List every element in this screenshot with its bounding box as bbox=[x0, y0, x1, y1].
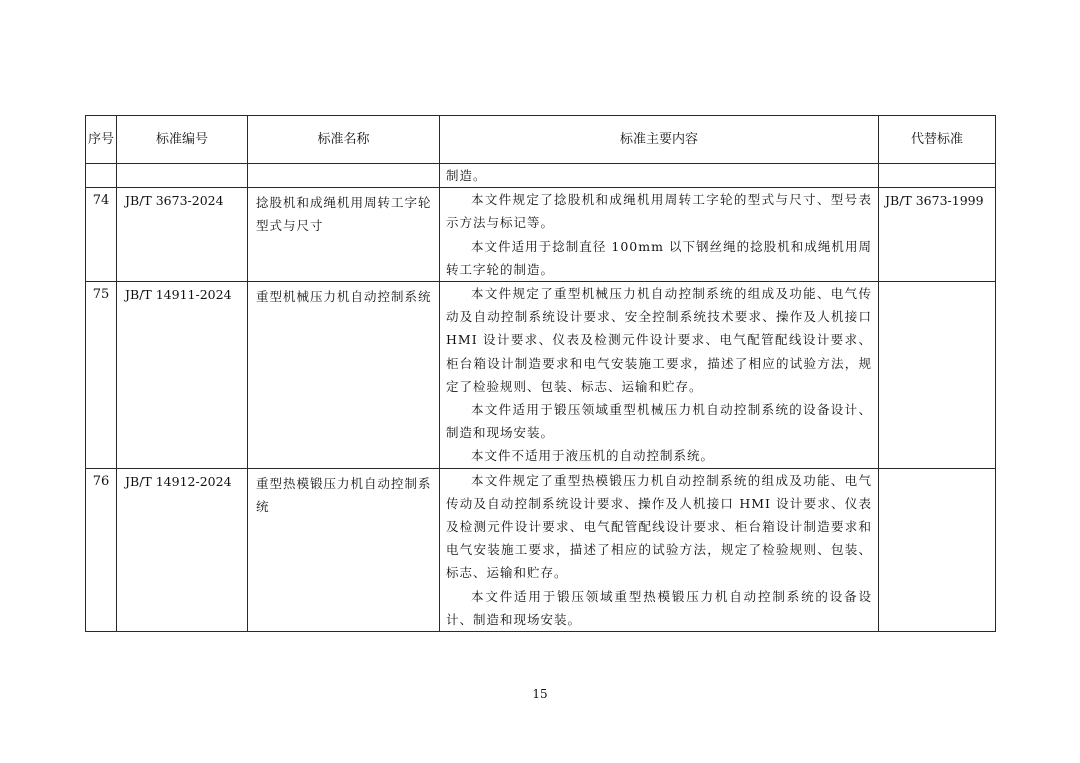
table-header-row bbox=[86, 116, 996, 164]
header-name: 标准名称 bbox=[248, 116, 440, 164]
cell-replace: JB/T 3673-1999 bbox=[879, 188, 996, 282]
cell-code bbox=[117, 164, 248, 188]
cell-content bbox=[440, 164, 879, 188]
cell-code: JB/T 14912-2024 bbox=[117, 468, 248, 631]
table-row bbox=[86, 468, 996, 631]
content-paragraph: 本文件适用于锻压领域重型机械压力机自动控制系统的设备设计、制造和现场安装。 bbox=[446, 402, 872, 441]
cell-name: 重型机械压力机自动控制系统 bbox=[248, 282, 440, 469]
table-row bbox=[86, 282, 996, 469]
cell-seq bbox=[86, 164, 117, 188]
cell-code: JB/T 14911-2024 bbox=[117, 282, 248, 469]
cell-name: 捻股机和成绳机用周转工字轮型式与尺寸 bbox=[248, 188, 440, 282]
header-code: 标准编号 bbox=[117, 116, 248, 164]
cell-content bbox=[440, 188, 879, 282]
table-row-continuation bbox=[86, 164, 996, 188]
cell-seq: 74 bbox=[86, 188, 117, 282]
cell-replace bbox=[879, 164, 996, 188]
content-paragraph: 本文件规定了重型机械压力机自动控制系统的组成及功能、电气传动及自动控制系统设计要求、安全控制系统技术要求、操作及人机接口 HMI 设计要求、仪表及检测元件设计要求、电气配管配线设计要求、柜台箱设计制造要求和电气安装施工要求，描述了相应的试验方法，规定了检验规则、包装、标志、运输和贮存。 bbox=[446, 286, 872, 394]
cell-replace bbox=[879, 468, 996, 631]
cell-replace bbox=[879, 282, 996, 469]
header-replace: 代替标准 bbox=[879, 116, 996, 164]
standards-table bbox=[85, 115, 996, 632]
content-paragraph: 本文件规定了重型热模锻压力机自动控制系统的组成及功能、电气传动及自动控制系统设计要求、操作及人机接口 HMI 设计要求、仪表及检测元件设计要求、电气配管配线设计要求、柜台箱设计制造要求和电气安装施工要求，描述了相应的试验方法，规定了检验规则、包装、标志、运输和贮存。 bbox=[446, 472, 872, 581]
cell-seq: 76 bbox=[86, 468, 117, 631]
header-seq: 序号 bbox=[86, 116, 117, 164]
cell-content bbox=[440, 468, 879, 631]
header-content: 标准主要内容 bbox=[440, 116, 879, 164]
continuation-text: 制造。 bbox=[446, 168, 487, 183]
page-number: 15 bbox=[532, 687, 548, 701]
cell-seq: 75 bbox=[86, 282, 117, 469]
cell-name: 重型热模锻压力机自动控制系统 bbox=[248, 468, 440, 631]
content-paragraph: 本文件适用于锻压领域重型热模锻压力机自动控制系统的设备设计、制造和现场安装。 bbox=[446, 588, 872, 627]
cell-name bbox=[248, 164, 440, 188]
cell-content bbox=[440, 282, 879, 469]
content-paragraph: 本文件适用于捻制直径 100mm 以下钢丝绳的捻股机和成绳机用周转工字轮的制造。 bbox=[446, 238, 872, 277]
content-paragraph: 本文件规定了捻股机和成绳机用周转工字轮的型式与尺寸、型号表示方法与标记等。 bbox=[446, 192, 872, 231]
cell-code: JB/T 3673-2024 bbox=[117, 188, 248, 282]
content-paragraph: 本文件不适用于液压机的自动控制系统。 bbox=[471, 448, 715, 464]
table-row bbox=[86, 188, 996, 282]
